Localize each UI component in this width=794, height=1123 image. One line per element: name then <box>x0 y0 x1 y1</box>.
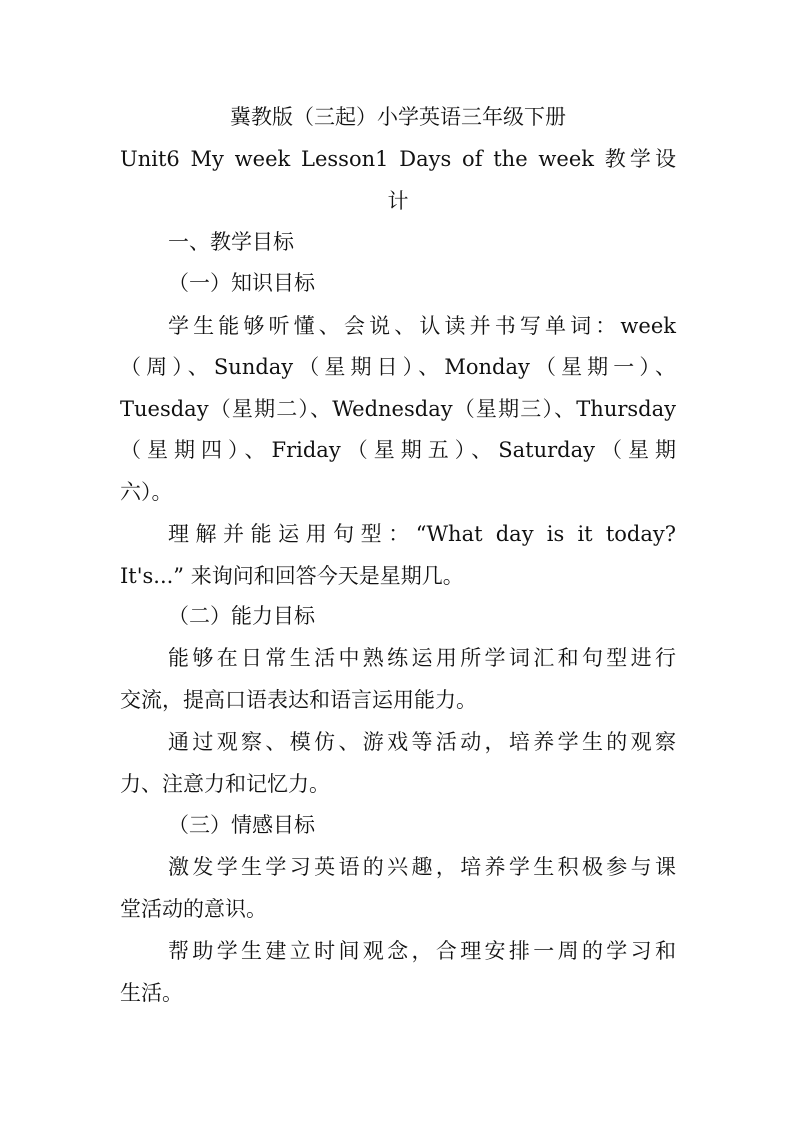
emotion-p2-line-2: 生活。 <box>120 981 183 1005</box>
section-heading: 一、教学目标 <box>168 230 294 254</box>
knowledge-p1-line-3: Tuesday（星期二）、Wednesday（星期三）、Thursday <box>120 397 676 421</box>
knowledge-p1-line-1: 学生能够听懂、会说、认读并书写单词：week <box>168 314 676 338</box>
title-line-1: 冀教版（三起）小学英语三年级下册 <box>230 105 566 129</box>
knowledge-p2-line-1: 理解并能运用句型：“What day is it today? <box>168 522 676 546</box>
ability-p1-line-2: 交流，提高口语表达和语言运用能力。 <box>120 688 477 712</box>
ability-p1-line-1: 能够在日常生活中熟练运用所学词汇和句型进行 <box>168 646 676 670</box>
ability-heading: （二）能力目标 <box>168 604 315 628</box>
emotion-p2-line-1: 帮助学生建立时间观念，合理安排一周的学习和 <box>168 939 676 963</box>
knowledge-heading: （一）知识目标 <box>168 271 315 295</box>
emotion-p1-line-1: 激发学生学习英语的兴趣，培养学生积极参与课 <box>168 855 676 879</box>
emotion-p1-line-2: 堂活动的意识。 <box>120 897 267 921</box>
knowledge-p1-line-5: 六）。 <box>120 480 173 504</box>
knowledge-p2-line-2: It's...” 来询问和回答今天是星期几。 <box>120 564 464 588</box>
title-line-2: Unit6 My week Lesson1 Days of the week 教学设 <box>120 147 676 171</box>
knowledge-p1-line-2: （周）、Sunday（星期日）、Monday（星期一）、 <box>120 355 676 379</box>
emotion-heading: （三）情感目标 <box>168 813 315 837</box>
ability-p2-line-2: 力、注意力和记忆力。 <box>120 772 330 796</box>
ability-p2-line-1: 通过观察、模仿、游戏等活动，培养学生的观察 <box>168 730 676 754</box>
title-line-3: 计 <box>387 189 409 213</box>
knowledge-p1-line-4: （星期四）、Friday（星期五）、Saturday（星期 <box>120 438 676 462</box>
